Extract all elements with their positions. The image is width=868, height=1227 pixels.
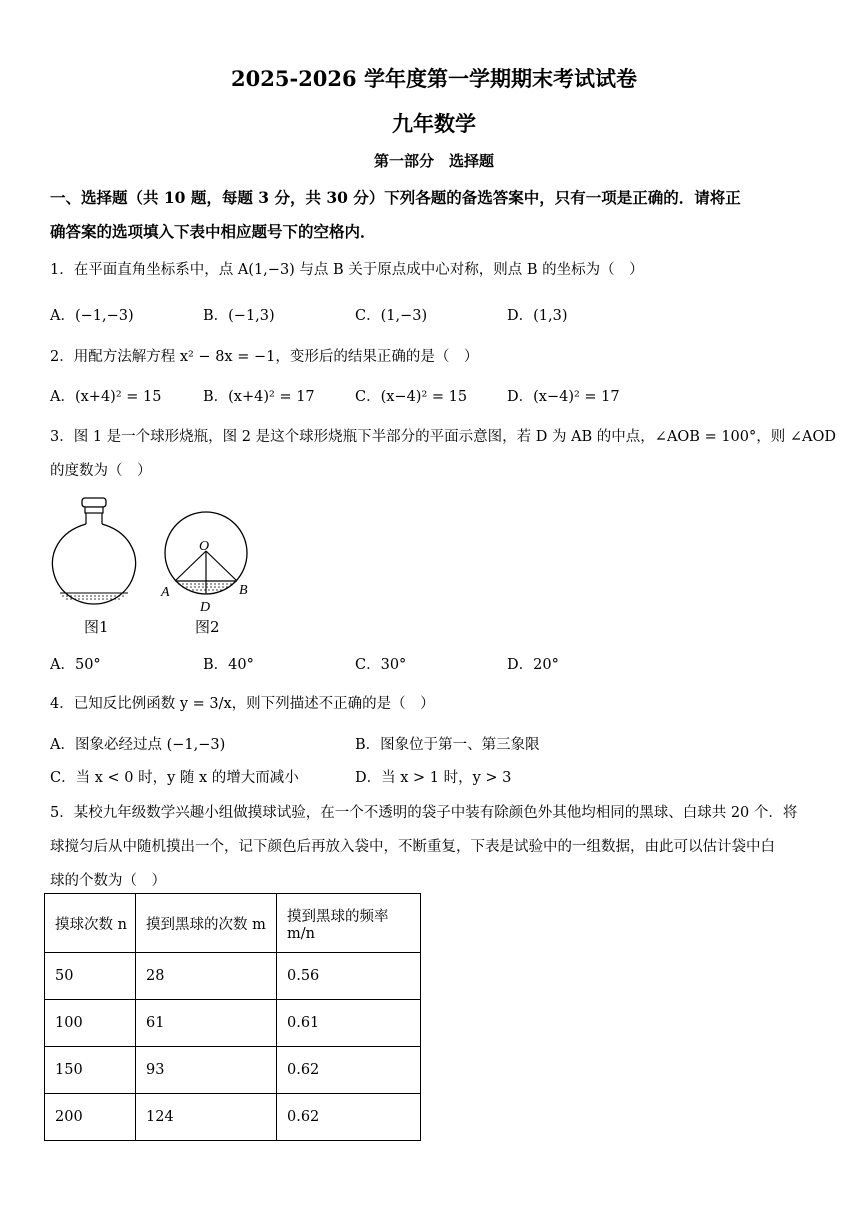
question-2-stem: 2．用配方法解方程 x² − 8x = −1，变形后的结果正确的是（ ） <box>50 349 479 365</box>
table-row <box>45 1000 421 1047</box>
question-3-stem-line1: 3．图 1 是一个球形烧瓶，图 2 是这个球形烧瓶下半部分的平面示意图，若 D 为 AB 的中点，∠AOB = 100°，则 ∠AOD <box>50 429 836 445</box>
point-a-label: A <box>161 585 170 600</box>
table-cell: 0.62 <box>277 1047 421 1094</box>
question-4-option-c: C．当 x < 0 时，y 随 x 的增大而减小 <box>50 770 299 786</box>
question-1-option-a: A．(−1,−3) <box>50 308 134 324</box>
table-cell: 0.56 <box>277 953 421 1000</box>
section-instructions-line1: 一、选择题（共 10 题，每题 3 分，共 30 分）下列各题的备选答案中，只有一项是正确的．请将正 <box>50 188 741 207</box>
question-5-stem-line3: 球的个数为（ ） <box>50 873 166 889</box>
question-4-stem: 4．已知反比例函数 y = 3/x，则下列描述不正确的是（ ） <box>50 696 435 712</box>
table-header-cell: 摸到黑球的次数 m <box>136 894 277 953</box>
question-5-stem-line2: 球搅匀后从中随机摸出一个，记下颜色后再放入袋中，不断重复，下表是试验中的一组数据，由此可以估计袋中白 <box>50 839 775 855</box>
table-cell: 0.62 <box>277 1094 421 1141</box>
point-b-label: B <box>239 583 248 598</box>
question-3-option-a: A．50° <box>50 657 101 673</box>
figure-2-label: 图2 <box>195 618 220 636</box>
question-1-stem: 1．在平面直角坐标系中，点 A(1,−3) 与点 B 关于原点成中心对称，则点 B 的坐标为（ ） <box>50 262 644 278</box>
table-cell: 61 <box>136 1000 277 1047</box>
question-2-option-a: A．(x+4)² = 15 <box>50 389 162 405</box>
exam-title: 2025-2026 学年度第一学期期末考试试卷 <box>231 66 637 91</box>
question-3-option-d: D．20° <box>507 657 559 673</box>
table-row <box>45 953 421 1000</box>
question-2-option-b: B．(x+4)² = 17 <box>203 389 315 405</box>
subject-title: 九年数学 <box>392 111 476 136</box>
flask-figure <box>48 492 140 612</box>
question-4-option-b: B．图象位于第一、第三象限 <box>355 737 540 753</box>
question-2-option-d: D．(x−4)² = 17 <box>507 389 620 405</box>
table-header-row <box>45 894 421 953</box>
question-3-option-c: C．30° <box>355 657 407 673</box>
question-1-option-c: C．(1,−3) <box>355 308 428 324</box>
table-header-cell: 摸到黑球的频率 m/n <box>277 894 421 953</box>
question-2-option-c: C．(x−4)² = 15 <box>355 389 468 405</box>
question-4-option-a: A．图象必经过点 (−1,−3) <box>50 737 226 753</box>
figure-1-label: 图1 <box>84 618 109 636</box>
point-o-label: O <box>199 539 210 554</box>
point-d-label: D <box>200 600 211 615</box>
part-heading: 第一部分 选择题 <box>373 152 494 170</box>
table-cell: 28 <box>136 953 277 1000</box>
section-instructions-line2: 确答案的选项填入下表中相应题号下的空格内． <box>50 222 376 241</box>
table-cell: 50 <box>45 953 136 1000</box>
table-cell: 124 <box>136 1094 277 1141</box>
table-cell: 200 <box>45 1094 136 1141</box>
table-cell: 150 <box>45 1047 136 1094</box>
question-1-option-b: B．(−1,3) <box>203 308 275 324</box>
question-5-stem-line1: 5．某校九年级数学兴趣小组做摸球试验，在一个不透明的袋子中装有除颜色外其他均相同的黑球、白球共 20 个．将 <box>50 805 798 821</box>
circle-diagram <box>158 493 254 615</box>
question-3-option-b: B．40° <box>203 657 254 673</box>
table-row <box>45 1094 421 1141</box>
question-3-stem-line2: 的度数为（ ） <box>50 463 152 479</box>
question-1-option-d: D．(1,3) <box>507 308 568 324</box>
table-header-cell: 摸球次数 n <box>45 894 136 953</box>
table-cell: 100 <box>45 1000 136 1047</box>
table-cell: 0.61 <box>277 1000 421 1047</box>
table-row <box>45 1047 421 1094</box>
question-4-option-d: D．当 x > 1 时，y > 3 <box>355 770 512 786</box>
trial-data-table <box>44 893 421 1141</box>
table-cell: 93 <box>136 1047 277 1094</box>
